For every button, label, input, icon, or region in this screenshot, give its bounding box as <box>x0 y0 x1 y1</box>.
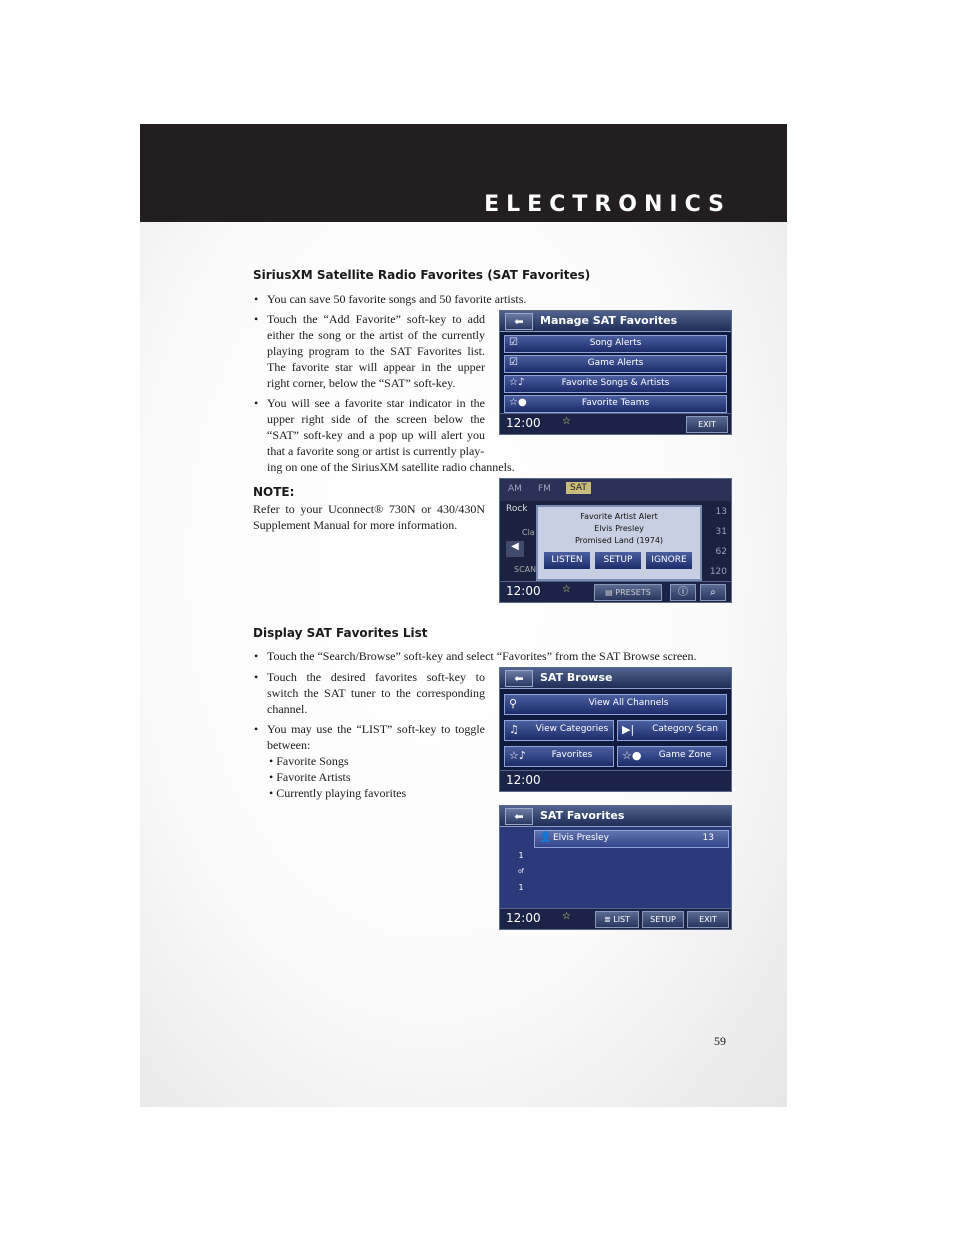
bullet-text: Touch the “Search/Browse” soft-key and select “Favorites” from the SAT Browse screen. <box>267 649 697 663</box>
cell-label: View Categories <box>535 724 609 734</box>
favorite-star-icon: ☆ <box>562 584 571 595</box>
person-icon: 👤 <box>539 832 552 843</box>
screen-title: SAT Browse <box>540 671 613 684</box>
screen-manage-sat-favorites <box>499 310 732 435</box>
band-am[interactable]: AM <box>508 484 522 494</box>
cell-label: Game Zone <box>658 750 712 760</box>
heading-sat-favorites: SiriusXM Satellite Radio Favorites (SAT Favorites) <box>253 268 591 282</box>
search-icon[interactable]: ⌕ <box>700 584 726 601</box>
bullet-item: • You can save 50 favorite songs and 50 favorite artists. <box>254 292 527 306</box>
bullet-item: • Touch the “Add Favorite” soft-key to add either the song or the artist of the currently playing program to the SAT Favorites list. The favorite star will appear in the upper right corner, below the “SAT” soft-key. <box>254 312 485 390</box>
entry-channel: 13 <box>702 833 714 843</box>
bullet-text: You will see a favorite star indicator in the upper right side of the screen below the “SAT” soft-key and a pop up will alert you that a favorite song or artist is currently play- <box>267 396 485 458</box>
popup-song: Promised Land (1974) <box>574 536 664 545</box>
screen-header <box>500 806 731 827</box>
favorite-songs-artists-button[interactable] <box>504 375 727 393</box>
bullet-continuation: ing on one of the SiriusXM satellite radio channels. <box>267 460 515 474</box>
favorite-star-icon: ☆ <box>562 911 571 922</box>
channel-number[interactable]: 120 <box>709 567 727 577</box>
row-label: Song Alerts <box>589 338 642 348</box>
page-indicator <box>514 848 528 896</box>
page-current: 1 <box>518 851 524 860</box>
popup-artist: Elvis Presley <box>594 524 644 533</box>
left-arrow-icon[interactable]: ◀ <box>506 541 524 557</box>
favorites-button[interactable] <box>504 746 614 767</box>
star-ball-icon: ☆● <box>509 397 527 408</box>
page-total: 1 <box>518 883 524 892</box>
presets-button[interactable] <box>594 584 662 601</box>
view-categories-button[interactable] <box>504 720 614 741</box>
bullet-item: • Touch the “Search/Browse” soft-key and select “Favorites” from the SAT Browse screen. <box>254 649 697 663</box>
view-all-channels-button[interactable] <box>504 694 727 715</box>
entry-name: Elvis Presley <box>553 833 609 843</box>
info-button[interactable]: ⓘ <box>670 584 696 601</box>
guitar-icon: ♫ <box>509 723 519 736</box>
heading-display-sat-favorites: Display SAT Favorites List <box>253 626 428 640</box>
presets-icon: ▤ <box>605 588 613 597</box>
screen-footer <box>500 908 731 929</box>
back-button[interactable]: ⬅ <box>505 670 533 687</box>
clock: 12:00 <box>506 773 541 787</box>
checkbox-icon: ☑ <box>509 337 518 348</box>
exit-button[interactable]: EXIT <box>686 416 728 433</box>
listen-button[interactable]: LISTEN <box>544 552 590 569</box>
sub-list <box>269 753 469 801</box>
bullet-text: Touch the “Add Favorite” soft-key to add either the song or the artist of the currently playing program to the SAT Favorites list. The favorite star will appear in the upper right corner, below the “SAT” soft-key. <box>267 312 485 390</box>
game-alerts-button[interactable] <box>504 355 727 373</box>
checkbox-icon: ☑ <box>509 357 518 368</box>
favorite-star-icon: ☆ <box>562 416 571 427</box>
band-sat[interactable]: SAT <box>566 482 591 494</box>
cell-label: Category Scan <box>652 724 718 734</box>
page-number: 59 <box>714 1034 726 1048</box>
star-music-icon: ☆♪ <box>509 377 525 388</box>
clock: 12:00 <box>506 584 541 598</box>
bullet-text: Touch the desired favorites soft-key to switch the SAT tuner to the corresponding channel. <box>267 670 485 716</box>
screen-footer <box>500 581 731 602</box>
back-button[interactable]: ⬅ <box>505 808 533 825</box>
screen-footer <box>500 413 731 434</box>
back-button[interactable]: ⬅ <box>505 313 533 330</box>
row-label: Game Alerts <box>587 358 644 368</box>
popup-text <box>538 511 700 547</box>
scan-label[interactable]: SCAN <box>514 565 537 574</box>
skip-icon: ▶| <box>622 723 635 736</box>
bullet-item: • You may use the “LIST” soft-key to toggle between: <box>254 722 485 752</box>
screen-header <box>500 668 731 689</box>
row-label: Favorite Songs & Artists <box>561 378 670 388</box>
bullet-item: • You will see a favorite star indicator in the upper right side of the screen below the “SAT” soft-key and a pop up will alert you that a favorite song or artist is currently play- <box>254 396 485 458</box>
star-music-icon: ☆♪ <box>509 749 526 762</box>
presets-label: PRESETS <box>615 588 651 597</box>
bullet-text: You can save 50 favorite songs and 50 favorite artists. <box>267 292 527 306</box>
ignore-button[interactable]: IGNORE <box>646 552 692 569</box>
cell-label: View All Channels <box>588 698 669 708</box>
cell-label: Favorites <box>551 750 593 760</box>
band-fm[interactable]: FM <box>538 484 551 494</box>
sub-list-item: • Favorite Artists <box>269 770 351 784</box>
star-ball-icon: ☆● <box>622 749 642 762</box>
channel-number[interactable]: 13 <box>715 507 727 517</box>
row-label: Favorite Teams <box>581 398 650 408</box>
screen-favorite-alert <box>499 478 732 603</box>
page-of: of <box>518 868 524 875</box>
bullet-text: You may use the “LIST” soft-key to toggle between: <box>267 722 485 752</box>
screen-header <box>500 311 731 332</box>
clock: 12:00 <box>506 911 541 925</box>
list-label: LIST <box>613 915 631 924</box>
sub-list-item: • Favorite Songs <box>269 754 349 768</box>
note-text: Refer to your Uconnect® 730N or 430/430N Supplement Manual for more information. <box>253 502 485 532</box>
section-title: ELECTRONICS <box>484 192 731 217</box>
channel-number[interactable]: 31 <box>715 527 727 537</box>
list-icon: ≣ <box>603 915 611 924</box>
setup-button[interactable]: SETUP <box>595 552 641 569</box>
sub-list-item: • Currently playing favorites <box>269 786 407 800</box>
alert-popup <box>536 505 702 581</box>
favorite-entry-row[interactable] <box>534 830 729 848</box>
genre-label: Rock <box>506 504 528 514</box>
bullet-item: • Touch the desired favorites soft-key to switch the SAT tuner to the corresponding channel. <box>254 670 485 716</box>
setup-button[interactable]: SETUP <box>642 911 684 928</box>
exit-button[interactable]: EXIT <box>687 911 729 928</box>
clock: 12:00 <box>506 416 541 430</box>
screen-sat-browse <box>499 667 732 792</box>
song-alerts-button[interactable] <box>504 335 727 353</box>
channel-number[interactable]: 62 <box>715 547 727 557</box>
page-header <box>140 124 787 222</box>
popup-title: Favorite Artist Alert <box>580 512 658 521</box>
side-label: Cla <box>522 528 535 537</box>
note-label: NOTE: <box>253 485 295 499</box>
band-bar <box>500 479 731 501</box>
screen-title: SAT Favorites <box>540 809 625 822</box>
game-zone-button[interactable] <box>617 746 727 767</box>
screen-title: Manage SAT Favorites <box>540 314 678 327</box>
category-scan-button[interactable] <box>617 720 727 741</box>
list-button[interactable] <box>595 911 639 928</box>
favorite-teams-button[interactable] <box>504 395 727 413</box>
screen-sat-favorites <box>499 805 732 930</box>
antenna-icon: ⚲ <box>509 697 518 710</box>
screen-footer <box>500 770 731 791</box>
